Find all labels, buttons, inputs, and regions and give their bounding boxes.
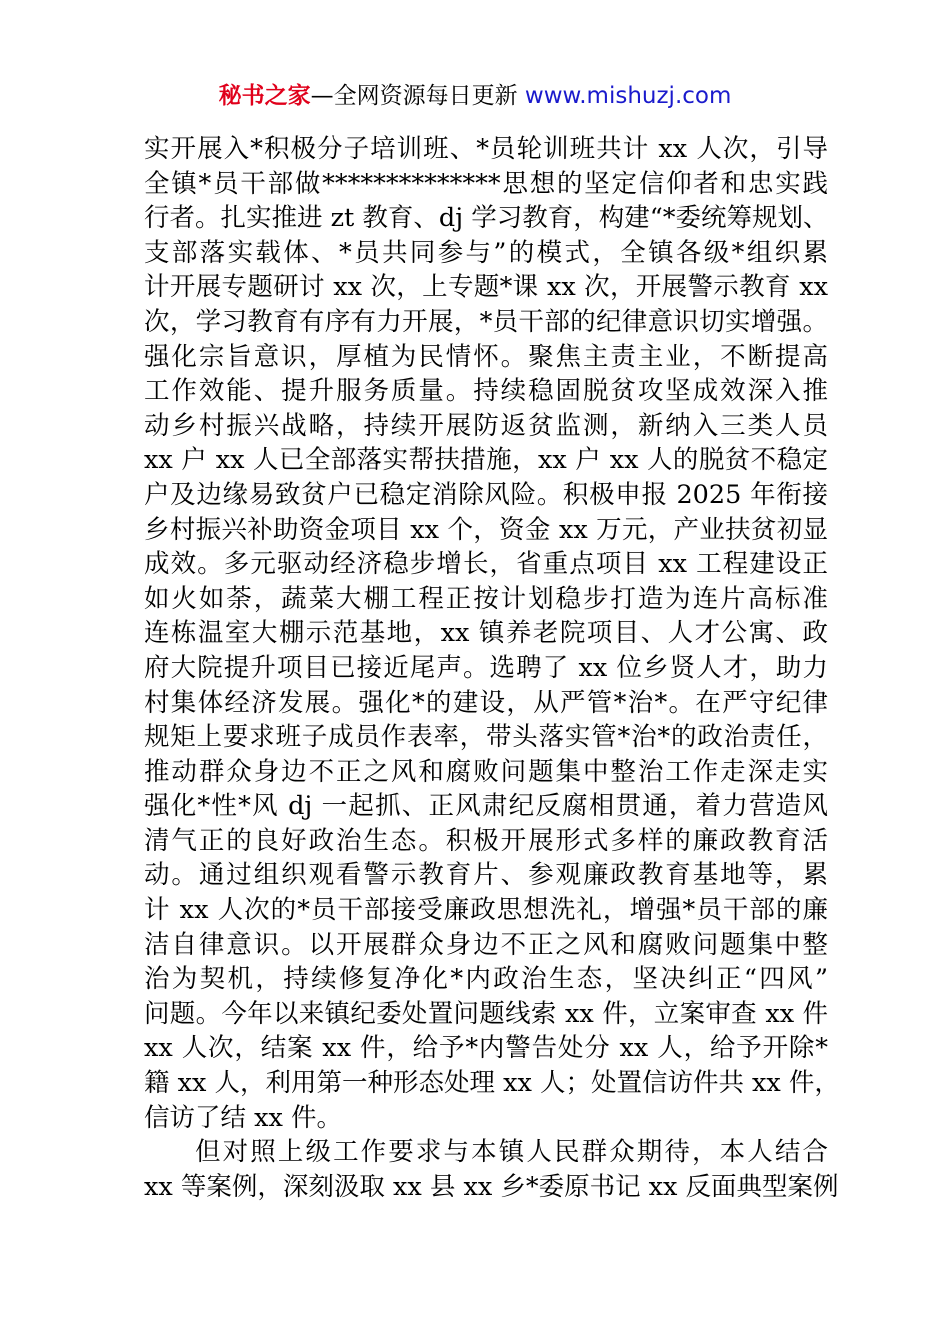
paragraph-line: 强化宗旨意识，厚植为民情怀。聚焦主责主业，不断提高 bbox=[144, 341, 828, 372]
paragraph-line: 强化*性*风 dj 一起抓、正风肃纪反腐相贯通，着力营造风 bbox=[144, 791, 828, 822]
paragraph-line: xx 户 xx 人已全部落实帮扶措施，xx 户 xx 人的脱贫不稳定 bbox=[144, 445, 828, 476]
paragraph-line: 计 xx 人次的*员干部接受廉政思想洗礼，增强*员干部的廉 bbox=[144, 895, 828, 926]
paragraph-line: 籍 xx 人，利用第一种形态处理 xx 人；处置信访件共 xx 件， bbox=[144, 1068, 840, 1099]
document-body bbox=[144, 132, 840, 1204]
site-url-link[interactable]: www.mishuzj.com bbox=[524, 83, 732, 109]
paragraph-line: 清气正的良好政治生态。积极开展形式多样的廉政教育活 bbox=[144, 825, 828, 856]
paragraph-line: xx 等案例，深刻汲取 xx 县 xx 乡*委原书记 xx 反面典型案例 bbox=[144, 1171, 839, 1202]
paragraph-line: 户及边缘易致贫户已稳定消除风险。积极申报 2025 年衔接 bbox=[144, 479, 828, 510]
paragraph-line: 全镇*员干部做**************思想的坚定信仰者和忠实践 bbox=[144, 168, 828, 199]
site-brand: 秘书之家 bbox=[218, 83, 311, 109]
site-header bbox=[0, 80, 950, 112]
paragraph-line: 规矩上要求班子成员作表率，带头落实管*治*的政治责任， bbox=[144, 722, 828, 753]
paragraph-line: 次，学习教育有序有力开展，*员干部的纪律意识切实增强。 bbox=[144, 306, 828, 337]
site-tagline: —全网资源每日更新 bbox=[310, 83, 525, 109]
paragraph-line: 洁自律意识。以开展群众身边不正之风和腐败问题集中整 bbox=[144, 929, 828, 960]
paragraph-line: 行者。扎实推进 zt 教育、dj 学习教育，构建“*委统筹规划、 bbox=[144, 203, 829, 234]
paragraph-line: 问题。今年以来镇纪委处置问题线索 xx 件，立案审查 xx 件 bbox=[144, 998, 828, 1029]
paragraph-line: 支部落实载体、*员共同参与”的模式，全镇各级*组织累 bbox=[144, 237, 828, 268]
paragraph-line: 计开展专题研讨 xx 次，上专题*课 xx 次，开展警示教育 xx bbox=[144, 272, 828, 303]
paragraph-line: 村集体经济发展。强化*的建设，从严管*治*。在严守纪律 bbox=[144, 687, 828, 718]
paragraph-line: 成效。多元驱动经济稳步增长，省重点项目 xx 工程建设正 bbox=[144, 549, 828, 580]
paragraph-line-last: 信访了结 xx 件。 bbox=[144, 1102, 342, 1133]
paragraph-line: 府大院提升项目已接近尾声。选聘了 xx 位乡贤人才，助力 bbox=[144, 652, 828, 683]
paragraph-line: 动。通过组织观看警示教育片、参观廉政教育基地等，累 bbox=[144, 860, 828, 891]
paragraph-line: 实开展入*积极分子培训班、*员轮训班共计 xx 人次，引导 bbox=[144, 134, 828, 164]
paragraph-line-indented: 但对照上级工作要求与本镇人民群众期待，本人结合 bbox=[195, 1137, 828, 1168]
paragraph-line: 乡村振兴补助资金项目 xx 个，资金 xx 万元，产业扶贫初显 bbox=[144, 514, 828, 545]
paragraph-line: 连栋温室大棚示范基地，xx 镇养老院项目、人才公寓、政 bbox=[144, 618, 828, 649]
paragraph-line: 推动群众身边不正之风和腐败问题集中整治工作走深走实 bbox=[144, 756, 828, 787]
paragraph-line: 如火如荼，蔬菜大棚工程正按计划稳步打造为连片高标准 bbox=[144, 583, 828, 614]
paragraph-line: 治为契机，持续修复净化*内政治生态，坚决纠正“四风” bbox=[144, 964, 828, 995]
paragraph-line: 动乡村振兴战略，持续开展防返贫监测，新纳入三类人员 bbox=[144, 410, 828, 441]
paragraph-line: xx 人次，结案 xx 件，给予*内警告处分 xx 人，给予开除* bbox=[144, 1033, 828, 1064]
paragraph-line: 工作效能、提升服务质量。持续稳固脱贫攻坚成效深入推 bbox=[144, 376, 828, 407]
